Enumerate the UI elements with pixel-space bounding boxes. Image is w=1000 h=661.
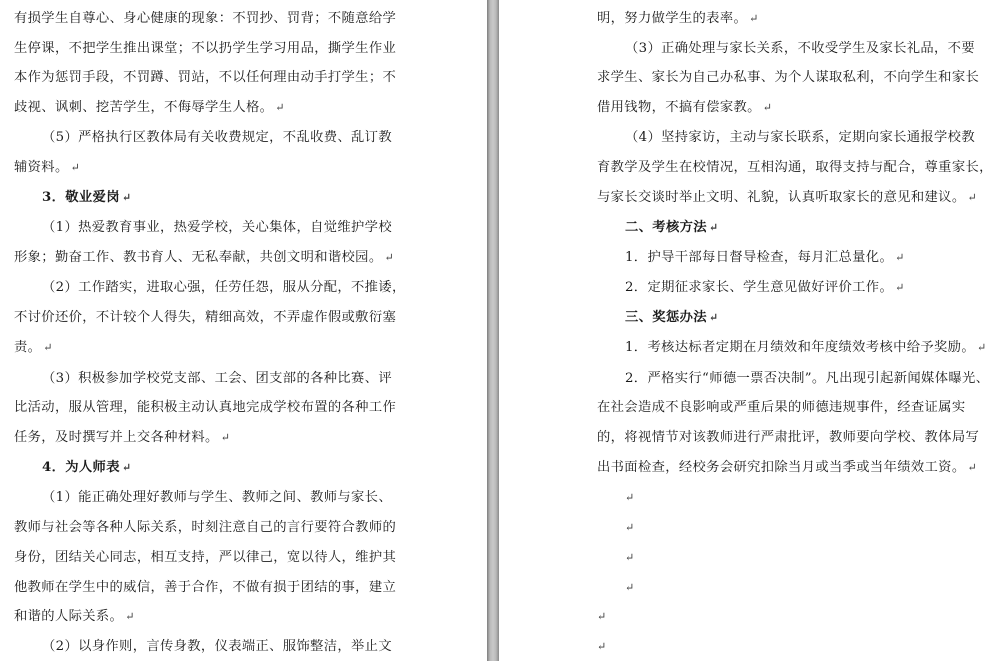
line-text: 形象；勤奋工作、教书育人、无私奉献，共创文明和谐校园。 bbox=[14, 250, 383, 265]
line-text: 歧视、讽刺、挖苦学生，不侮辱学生人格。 bbox=[14, 100, 274, 115]
text-line[interactable] bbox=[625, 39, 975, 59]
empty-paragraph[interactable] bbox=[597, 607, 607, 627]
text-line[interactable] bbox=[625, 338, 987, 358]
text-line[interactable] bbox=[14, 158, 80, 178]
line-text: （2）工作踏实，进取心强，任劳任怨，服从分配，不推诿， bbox=[42, 280, 406, 295]
line-text: 和谐的人际关系。 bbox=[14, 609, 124, 624]
line-text: （3）积极参加学校党支部、工会、团支部的各种比赛、评 bbox=[42, 371, 392, 386]
section-heading[interactable] bbox=[625, 308, 718, 328]
line-text: 求学生、家长为自己办私事、为个人谋取私利，不向学生和家长 bbox=[597, 70, 980, 85]
section-heading[interactable] bbox=[42, 188, 131, 208]
line-text: 他教师在学生中的威信，善于合作，不做有损于团结的事，建立 bbox=[14, 580, 397, 595]
line-text: （5）严格执行区教体局有关收费规定，不乱收费、乱订教 bbox=[42, 130, 392, 145]
paragraph-mark-icon: ↵ bbox=[70, 161, 81, 174]
paragraph-mark-icon: ↵ bbox=[967, 461, 978, 474]
line-text: 明，努力做学生的表率。 bbox=[597, 11, 748, 26]
line-text: 辅资料。 bbox=[14, 160, 69, 175]
line-text: 1．考核达标者定期在月绩效和年度绩效考核中给予奖励。 bbox=[625, 340, 975, 355]
paragraph-mark-icon: ↵ bbox=[597, 610, 607, 623]
empty-paragraph[interactable] bbox=[597, 637, 607, 657]
line-text: 2．严格实行“师德一票否决制”。凡出现引起新闻媒体曝光、 bbox=[625, 371, 990, 386]
line-text: 责。 bbox=[14, 340, 42, 355]
line-text: 有损学生自尊心、身心健康的现象：不罚抄、罚背；不随意给学 bbox=[14, 11, 397, 26]
line-text: 出书面检查，经校务会研究扣除当月或当季或当年绩效工资。 bbox=[597, 460, 966, 475]
line-text: 育教学及学生在校情况，互相沟通，取得支持与配合，尊重家长， bbox=[597, 160, 993, 175]
text-line[interactable] bbox=[625, 128, 975, 148]
line-text: 3．敬业爱岗 bbox=[42, 190, 120, 205]
line-text: 不讨价还价，不计较个人得失，精细高效，不弄虚作假或敷衍塞 bbox=[14, 310, 397, 325]
text-line[interactable] bbox=[14, 68, 396, 88]
paragraph-mark-icon: ↵ bbox=[121, 461, 132, 474]
page-gap-divider bbox=[487, 0, 499, 661]
empty-paragraph[interactable] bbox=[625, 548, 635, 568]
text-line[interactable] bbox=[14, 308, 396, 328]
paragraph-mark-icon: ↵ bbox=[895, 281, 905, 294]
empty-paragraph[interactable] bbox=[625, 578, 635, 598]
text-line[interactable] bbox=[597, 68, 979, 88]
line-text: 的，将视情节对该教师进行严肃批评，教师要向学校、教体局写 bbox=[597, 430, 980, 445]
text-line[interactable] bbox=[597, 9, 759, 29]
text-line[interactable] bbox=[14, 338, 53, 358]
text-line[interactable] bbox=[597, 158, 993, 178]
paragraph-mark-icon: ↵ bbox=[708, 311, 719, 324]
empty-paragraph[interactable] bbox=[625, 488, 635, 508]
line-text: 2．定期征求家长、学生意见做好评价工作。 bbox=[625, 280, 894, 295]
paragraph-mark-icon: ↵ bbox=[625, 491, 635, 504]
line-text: 借用钱物，不搞有偿家教。 bbox=[597, 100, 761, 115]
line-text: 二、考核方法 bbox=[625, 220, 707, 235]
text-line[interactable] bbox=[42, 637, 392, 657]
text-line[interactable] bbox=[625, 369, 989, 389]
line-text: 身份，团结关心同志，相互支持，严以律己，宽以待人，维护其 bbox=[14, 550, 397, 565]
paragraph-mark-icon: ↵ bbox=[121, 191, 132, 204]
line-text: （1）能正确处理好教师与学生、教师之间、教师与家长、 bbox=[42, 490, 392, 505]
document-page-right bbox=[499, 0, 1000, 661]
text-line[interactable] bbox=[14, 578, 396, 598]
text-line[interactable] bbox=[597, 458, 977, 478]
paragraph-mark-icon: ↵ bbox=[762, 101, 773, 114]
line-text: 三、奖惩办法 bbox=[625, 310, 707, 325]
paragraph-mark-icon: ↵ bbox=[749, 12, 759, 25]
text-line[interactable] bbox=[625, 278, 905, 298]
document-page-left bbox=[0, 0, 487, 661]
text-line[interactable] bbox=[625, 248, 905, 268]
text-line[interactable] bbox=[14, 518, 396, 538]
line-text: （1）热爱教育事业，热爱学校，关心集体，自觉维护学校 bbox=[42, 220, 392, 235]
text-line[interactable] bbox=[597, 98, 772, 118]
paragraph-mark-icon: ↵ bbox=[625, 521, 635, 534]
line-text: 教师与社会等各种人际关系，时刻注意自己的言行要符合教师的 bbox=[14, 520, 397, 535]
text-line[interactable] bbox=[14, 9, 396, 29]
section-heading[interactable] bbox=[625, 218, 718, 238]
text-line[interactable] bbox=[14, 548, 396, 568]
text-line[interactable] bbox=[14, 428, 230, 448]
paragraph-mark-icon: ↵ bbox=[43, 341, 53, 354]
text-line[interactable] bbox=[597, 188, 977, 208]
paragraph-mark-icon: ↵ bbox=[220, 431, 231, 444]
text-line[interactable] bbox=[14, 398, 396, 418]
line-text: 生停课，不把学生推出课堂；不以扔学生学习用品，撕学生作业 bbox=[14, 41, 397, 56]
paragraph-mark-icon: ↵ bbox=[708, 221, 719, 234]
text-line[interactable] bbox=[42, 218, 392, 238]
paragraph-mark-icon: ↵ bbox=[625, 581, 635, 594]
text-line[interactable] bbox=[14, 98, 285, 118]
text-line[interactable] bbox=[42, 369, 392, 389]
section-heading[interactable] bbox=[42, 458, 131, 478]
text-line[interactable] bbox=[42, 278, 406, 298]
text-line[interactable] bbox=[42, 128, 392, 148]
line-text: 在社会造成不良影响或严重后果的师德违规事件，经查证属实 bbox=[597, 400, 966, 415]
text-line[interactable] bbox=[14, 248, 394, 268]
paragraph-mark-icon: ↵ bbox=[125, 610, 135, 623]
line-text: 与家长交谈时举止文明、礼貌，认真听取家长的意见和建议。 bbox=[597, 190, 966, 205]
line-text: 本作为惩罚手段，不罚蹲、罚站，不以任何理由动手打学生；不 bbox=[14, 70, 397, 85]
text-line[interactable] bbox=[597, 428, 979, 448]
line-text: 1．护导干部每日督导检查，每月汇总量化。 bbox=[625, 250, 894, 265]
line-text: 任务，及时撰写并上交各种材料。 bbox=[14, 430, 219, 445]
paragraph-mark-icon: ↵ bbox=[625, 551, 635, 564]
line-text: （4）坚持家访，主动与家长联系，定期向家长通报学校教 bbox=[625, 130, 975, 145]
line-text: 比活动，服从管理，能积极主动认真地完成学校布置的各种工作 bbox=[14, 400, 397, 415]
paragraph-mark-icon: ↵ bbox=[967, 191, 978, 204]
paragraph-mark-icon: ↵ bbox=[976, 341, 987, 354]
paragraph-mark-icon: ↵ bbox=[384, 251, 395, 264]
text-line[interactable] bbox=[597, 398, 965, 418]
empty-paragraph[interactable] bbox=[625, 518, 635, 538]
line-text: （2）以身作则，言传身教，仪表端正、服饰整洁，举止文 bbox=[42, 639, 392, 654]
line-text: 4．为人师表 bbox=[42, 460, 120, 475]
line-text: （3）正确处理与家长关系，不收受学生及家长礼品，不要 bbox=[625, 41, 975, 56]
text-line[interactable] bbox=[14, 607, 135, 627]
text-line[interactable] bbox=[42, 488, 392, 508]
paragraph-mark-icon: ↵ bbox=[275, 101, 285, 114]
text-line[interactable] bbox=[14, 39, 396, 59]
paragraph-mark-icon: ↵ bbox=[597, 640, 607, 653]
paragraph-mark-icon: ↵ bbox=[895, 251, 905, 264]
